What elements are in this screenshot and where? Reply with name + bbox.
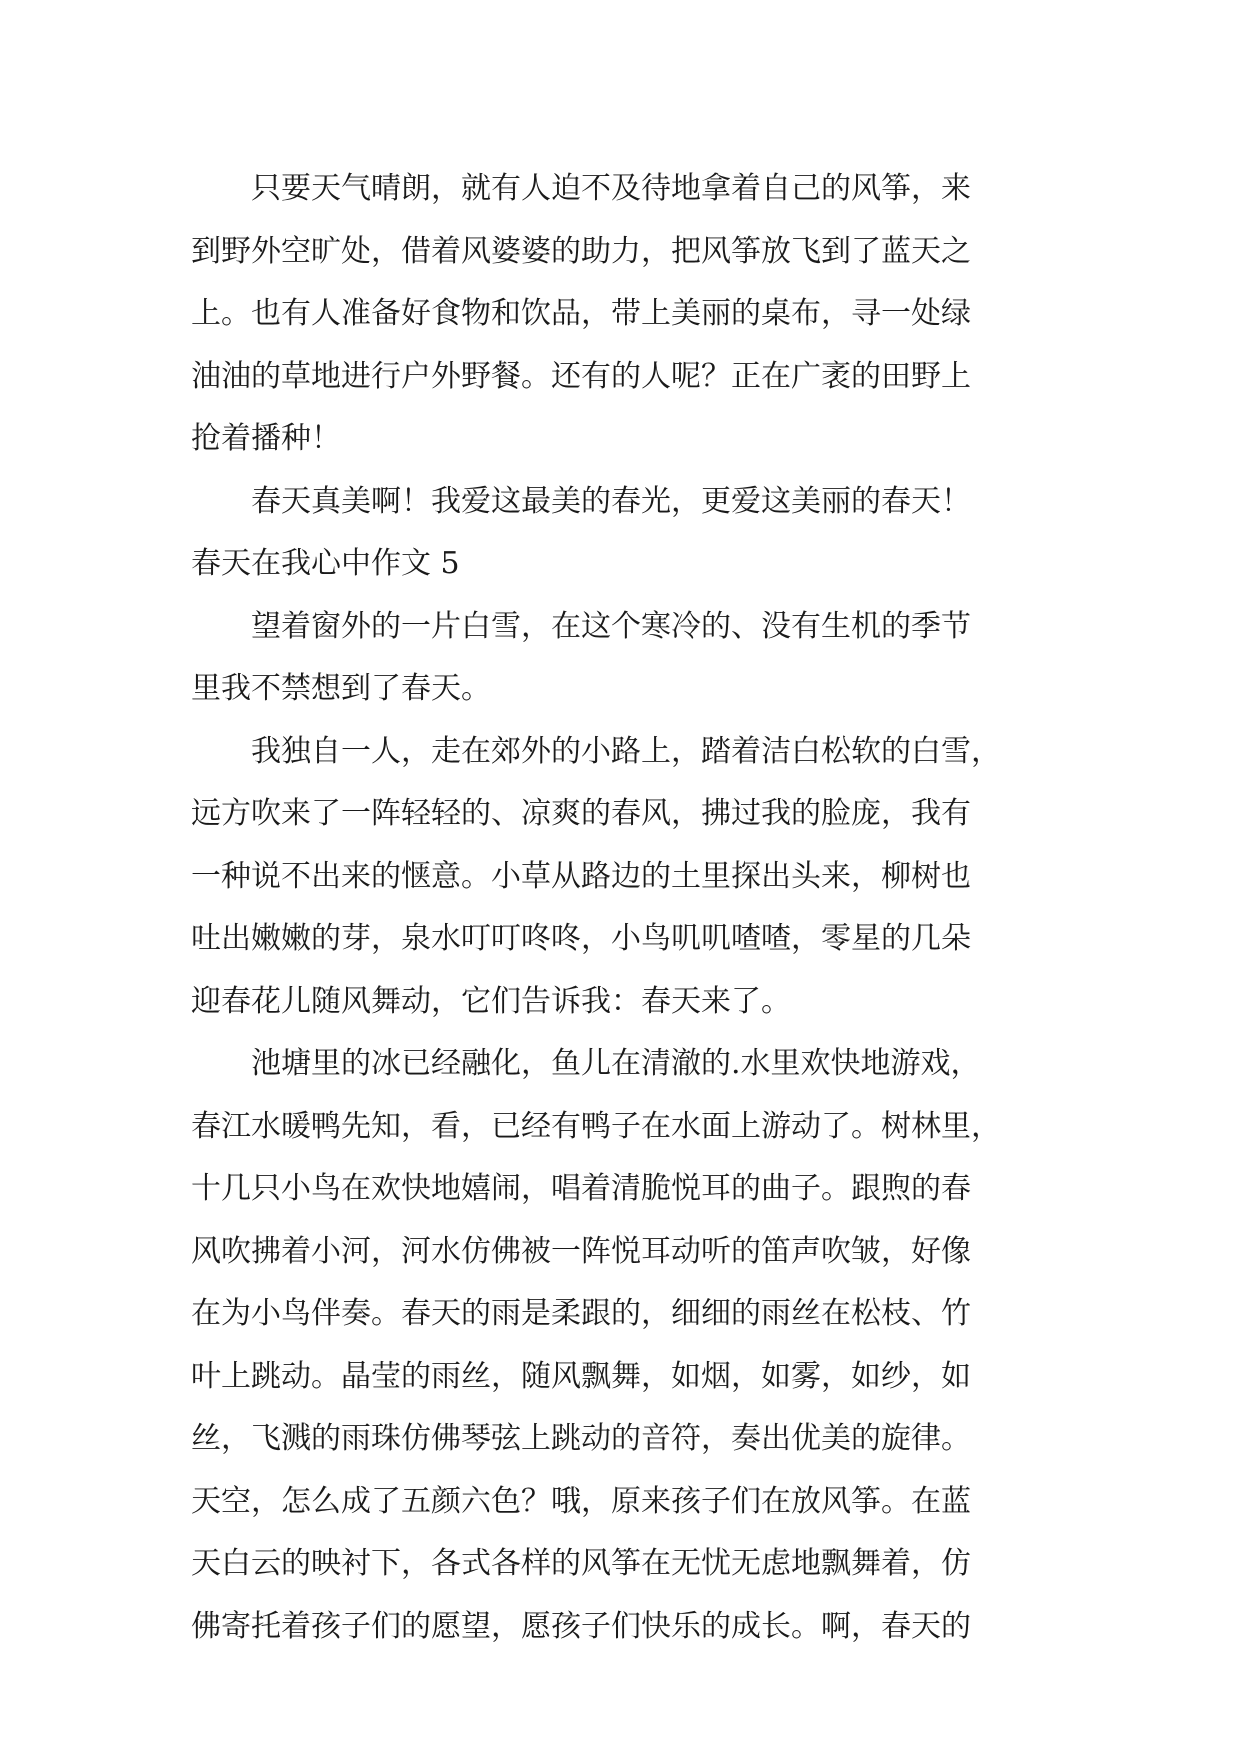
document-body bbox=[191, 158, 1051, 1658]
paragraph-line: 油油的草地进行户外野餐。还有的人呢？正在广袤的田野上 bbox=[191, 358, 971, 394]
paragraph-line: 迎春花儿随风舞动，它们告诉我：春天来了。 bbox=[191, 983, 791, 1019]
paragraph-line: 只要天气晴朗，就有人迫不及待地拿着自己的风筝，来 bbox=[251, 171, 971, 206]
paragraph-line: 天白云的映衬下，各式各样的风筝在无忧无虑地飘舞着，仿 bbox=[191, 1546, 971, 1581]
paragraph-line: 一种说不出来的惬意。小草从路边的土里探出头来，柳树也 bbox=[191, 858, 971, 894]
paragraph-line: 吐出嫩嫩的芽，泉水叮叮咚咚，小鸟叽叽喳喳，零星的几朵 bbox=[191, 921, 971, 956]
paragraph-line: 佛寄托着孩子们的愿望，愿孩子们快乐的成长。啊，春天的 bbox=[191, 1608, 971, 1644]
paragraph-line: 叶上跳动。晶莹的雨丝，随风飘舞，如烟，如雾，如纱，如 bbox=[191, 1358, 971, 1394]
paragraph-line: 丝，飞溅的雨珠仿佛琴弦上跳动的音符，奏出优美的旋律。 bbox=[191, 1421, 971, 1456]
paragraph-line: 池塘里的冰已经融化，鱼儿在清澈的.水里欢快地游戏， bbox=[251, 1046, 981, 1081]
paragraph-line: 到野外空旷处，借着风婆婆的助力，把风筝放飞到了蓝天之 bbox=[191, 233, 971, 269]
paragraph-line: 我独自一人，走在郊外的小路上，踏着洁白松软的白雪， bbox=[251, 733, 1001, 769]
essay-title: 春天在我心中作文 5 bbox=[191, 546, 460, 581]
paragraph-line: 远方吹来了一阵轻轻的、凉爽的春风，拂过我的脸庞，我有 bbox=[191, 796, 971, 831]
paragraph-line: 上。也有人准备好食物和饮品，带上美丽的桌布，寻一处绿 bbox=[191, 296, 971, 331]
paragraph-line: 春江水暖鸭先知，看，已经有鸭子在水面上游动了。树林里， bbox=[191, 1108, 1001, 1144]
paragraph-line: 在为小鸟伴奏。春天的雨是柔跟的，细细的雨丝在松枝、竹 bbox=[191, 1296, 971, 1331]
paragraph-line: 十几只小鸟在欢快地嬉闹，唱着清脆悦耳的曲子。跟煦的春 bbox=[191, 1171, 971, 1206]
paragraph-line: 望着窗外的一片白雪，在这个寒冷的、没有生机的季节 bbox=[251, 608, 971, 644]
paragraph-line: 抢着播种！ bbox=[191, 421, 341, 456]
paragraph-line: 风吹拂着小河，河水仿佛被一阵悦耳动听的笛声吹皱，好像 bbox=[191, 1233, 971, 1269]
paragraph-line: 春天真美啊！我爱这最美的春光，更爱这美丽的春天！ bbox=[251, 483, 971, 519]
paragraph-line: 里我不禁想到了春天。 bbox=[191, 671, 491, 706]
paragraph-line: 天空，怎么成了五颜六色？哦，原来孩子们在放风筝。在蓝 bbox=[191, 1483, 971, 1519]
